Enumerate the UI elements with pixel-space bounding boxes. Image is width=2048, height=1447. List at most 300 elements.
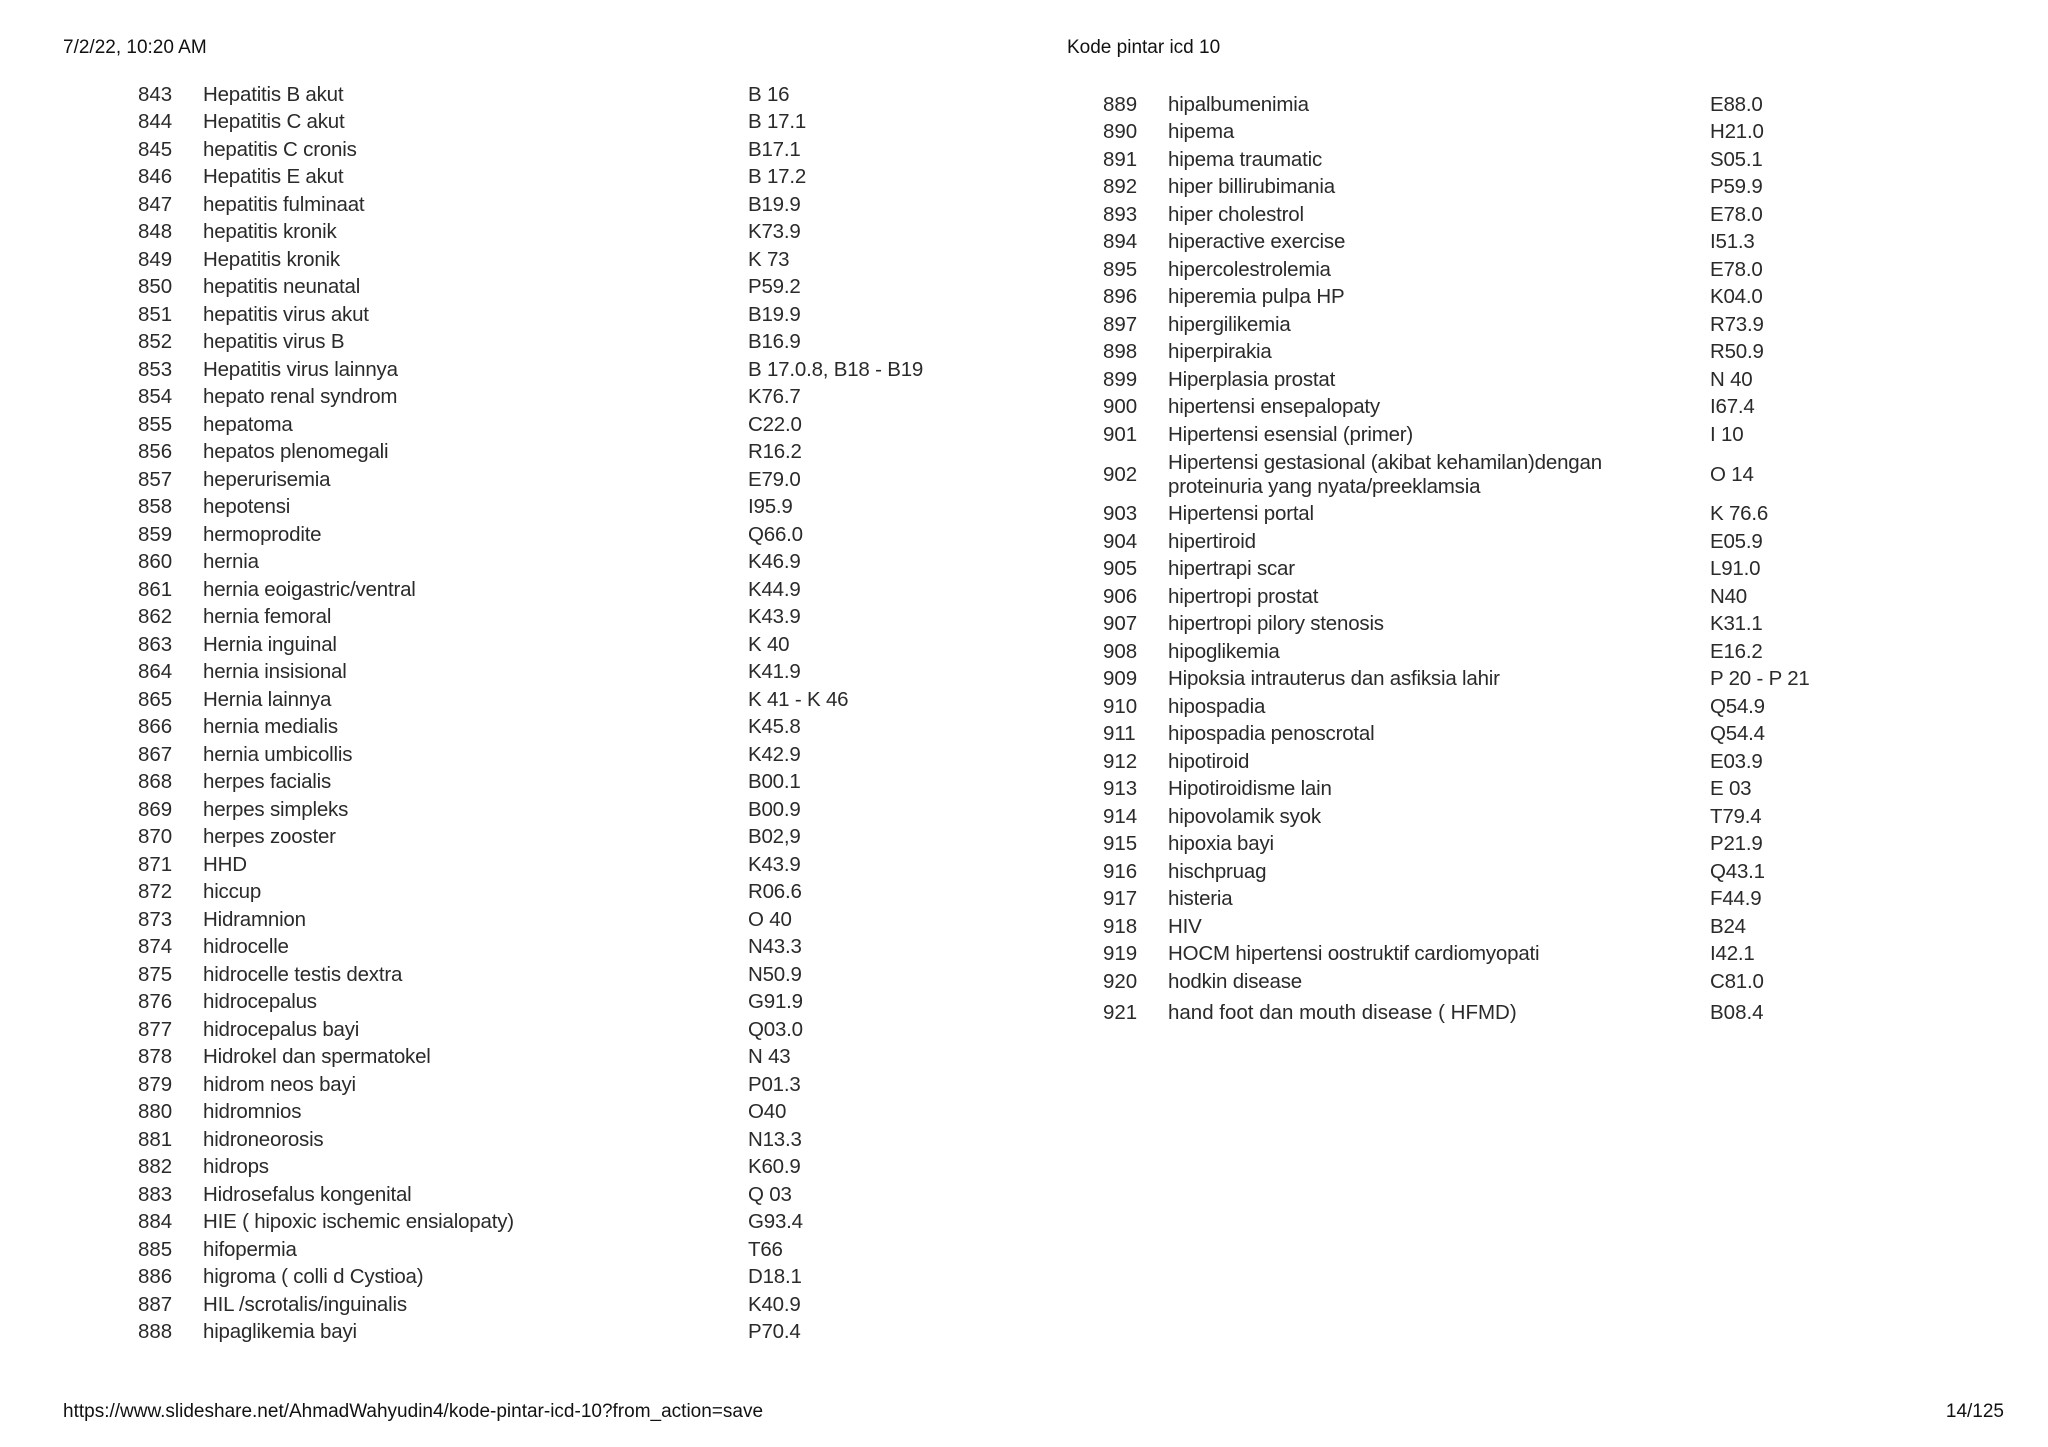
row-number: 865	[138, 687, 173, 711]
table-row	[138, 1236, 923, 1264]
icd-code: K04.0	[1710, 285, 1763, 309]
diagnosis-name: hipema	[1168, 120, 1235, 144]
diagnosis-name: Hepatitis virus lainnya	[203, 357, 398, 381]
icd-code: E05.9	[1710, 529, 1763, 553]
icd-code: K43.9	[748, 852, 801, 876]
cut-off-table-row	[1103, 1001, 1803, 1024]
row-number: 857	[138, 467, 173, 491]
icd-code: K 73	[748, 247, 790, 271]
row-number: 860	[138, 550, 173, 574]
icd-code: N 43	[748, 1045, 791, 1069]
icd-code: I42.1	[1710, 942, 1755, 966]
diagnosis-name: hernia insisional	[203, 660, 347, 684]
icd-code: P01.3	[748, 1072, 801, 1096]
table-row	[1103, 776, 1810, 804]
diagnosis-name: hipaglikemia bayi	[203, 1320, 357, 1344]
row-number: 897	[1103, 312, 1138, 336]
table-row	[1103, 886, 1810, 914]
diagnosis-name: hipertrapi scar	[1168, 557, 1295, 581]
diagnosis-name: hernia	[203, 550, 259, 574]
table-row	[1103, 394, 1810, 422]
diagnosis-name: hidroneorosis	[203, 1127, 324, 1151]
table-row	[138, 1126, 923, 1154]
row-number: 848	[138, 220, 173, 244]
table-row	[138, 906, 923, 934]
table-row	[138, 81, 923, 109]
table-row	[1103, 91, 1810, 119]
diagnosis-name: hidrops	[203, 1155, 269, 1179]
table-row	[138, 246, 923, 274]
diagnosis-name: hepatitis fulminaat	[203, 192, 365, 216]
row-number: 878	[138, 1045, 173, 1069]
row-number: 899	[1103, 367, 1138, 391]
diagnosis-name: HIE ( hipoxic ischemic ensialopaty)	[203, 1210, 514, 1234]
table-row	[138, 356, 923, 384]
table-row	[138, 1016, 923, 1044]
row-number: 859	[138, 522, 173, 546]
table-row	[138, 714, 923, 742]
row-number: 901	[1103, 422, 1138, 446]
table-row	[1103, 146, 1810, 174]
row-number: 914	[1103, 804, 1138, 828]
icd-code: B 17.1	[748, 110, 807, 134]
icd-code: P59.2	[748, 275, 801, 299]
table-row	[138, 136, 923, 164]
row-number: 921	[1103, 1001, 1138, 1024]
table-row	[138, 631, 923, 659]
row-number: 870	[138, 825, 173, 849]
table-row	[138, 329, 923, 357]
table-row	[1103, 421, 1810, 449]
icd-code: K31.1	[1710, 612, 1763, 636]
diagnosis-name: hiperemia pulpa HP	[1168, 285, 1345, 309]
row-number: 908	[1103, 639, 1138, 663]
table-row	[1103, 941, 1810, 969]
row-number: 846	[138, 165, 173, 189]
diagnosis-name: hiper billirubimania	[1168, 175, 1335, 199]
diagnosis-name: hepatitis neunatal	[203, 275, 361, 299]
row-number: 898	[1103, 340, 1138, 364]
row-number: 850	[138, 275, 173, 299]
diagnosis-name: hipoxia bayi	[1168, 832, 1274, 856]
diagnosis-name: Hernia lainnya	[203, 687, 332, 711]
table-row	[138, 384, 923, 412]
table-row	[138, 1071, 923, 1099]
table-row	[138, 686, 923, 714]
row-number: 849	[138, 247, 173, 271]
row-number: 864	[138, 660, 173, 684]
table-row	[1103, 284, 1810, 312]
row-number: 874	[138, 935, 173, 959]
icd-code: B 17.2	[748, 165, 807, 189]
row-number: 861	[138, 577, 173, 601]
row-number: 854	[138, 385, 173, 409]
icd-code: S05.1	[1710, 147, 1763, 171]
diagnosis-name: heperurisemia	[203, 467, 331, 491]
diagnosis-name: Hepatitis B akut	[203, 82, 344, 106]
icd-code: E78.0	[1710, 202, 1763, 226]
icd-code: K60.9	[748, 1155, 801, 1179]
diagnosis-name: hepatitis kronik	[203, 220, 337, 244]
icd-code: Q54.9	[1710, 694, 1765, 718]
page-number: 14/125	[1945, 1401, 2004, 1422]
diagnosis-name: herpes facialis	[203, 770, 332, 794]
table-row	[138, 1181, 923, 1209]
diagnosis-name: histeria	[1168, 887, 1233, 911]
table-row	[1103, 721, 1810, 749]
icd-code: O40	[748, 1100, 787, 1124]
table-row	[138, 109, 923, 137]
table-row	[138, 796, 923, 824]
diagnosis-name: Hiperplasia prostat	[1168, 367, 1336, 391]
table-row	[1103, 556, 1810, 584]
icd-code: R50.9	[1710, 340, 1764, 364]
diagnosis-name: hifopermia	[203, 1237, 297, 1261]
print-datetime: 7/2/22, 10:20 AM	[63, 37, 207, 58]
icd-code: K43.9	[748, 605, 801, 629]
icd-code: K40.9	[748, 1292, 801, 1316]
icd-code: K73.9	[748, 220, 801, 244]
diagnosis-name: HHD	[203, 852, 247, 876]
icd-code: I51.3	[1710, 230, 1755, 254]
diagnosis-name: hipovolamik syok	[1168, 804, 1321, 828]
table-row	[1103, 583, 1810, 611]
diagnosis-name: hidrocelle testis dextra	[203, 962, 403, 986]
icd-code: Q03.0	[748, 1017, 803, 1041]
row-number: 869	[138, 797, 173, 821]
table-row	[1103, 119, 1810, 147]
diagnosis-name: hipertropi prostat	[1168, 584, 1319, 608]
icd-code: B24	[1710, 914, 1746, 938]
row-number: 910	[1103, 694, 1138, 718]
diagnosis-name: hipema traumatic	[1168, 147, 1323, 171]
row-number: 916	[1103, 859, 1138, 883]
row-number: 919	[1103, 942, 1138, 966]
table-row	[1103, 748, 1810, 776]
row-number: 856	[138, 440, 173, 464]
icd-code: B19.9	[748, 192, 801, 216]
diagnosis-name: Hidrosefalus kongenital	[203, 1182, 412, 1206]
row-number: 880	[138, 1100, 173, 1124]
icd-code: P21.9	[1710, 832, 1763, 856]
table-row	[138, 1291, 923, 1319]
row-number: 918	[1103, 914, 1138, 938]
row-number: 900	[1103, 395, 1138, 419]
icd-code: G91.9	[748, 990, 803, 1014]
row-number: 852	[138, 330, 173, 354]
diagnosis-name: hidrocepalus bayi	[203, 1017, 360, 1041]
icd-code: I 10	[1710, 422, 1744, 446]
diagnosis-name: Hepatitis kronik	[203, 247, 340, 271]
diagnosis-name: hidromnios	[203, 1100, 302, 1124]
row-number: 903	[1103, 502, 1138, 526]
row-number: 894	[1103, 230, 1138, 254]
table-row	[1103, 449, 1810, 501]
icd-code: N13.3	[748, 1127, 802, 1151]
diagnosis-name: Hipertensi portal	[1168, 502, 1314, 526]
diagnosis-name: hepatos plenomegali	[203, 440, 389, 464]
table-row	[138, 1099, 923, 1127]
icd-code: Q43.1	[1710, 859, 1765, 883]
icd-code: E79.0	[748, 467, 801, 491]
diagnosis-name: hipergilikemia	[1168, 312, 1291, 336]
table-row	[1103, 256, 1810, 284]
diagnosis-name: Hepatitis C akut	[203, 110, 345, 134]
icd-code: L91.0	[1710, 557, 1761, 581]
row-number: 888	[138, 1320, 173, 1344]
icd-code: B08.4	[1710, 1001, 1764, 1024]
diagnosis-name	[1168, 449, 1710, 501]
icd-code: N43.3	[748, 935, 802, 959]
table-row	[1103, 528, 1810, 556]
table-row	[138, 521, 923, 549]
diagnosis-name: hischpruag	[1168, 859, 1267, 883]
table-row	[1103, 229, 1810, 257]
table-row	[1103, 803, 1810, 831]
diagnosis-name: hipertropi pilory stenosis	[1168, 612, 1384, 636]
icd-code: K 40	[748, 632, 790, 656]
row-number: 845	[138, 137, 173, 161]
diagnosis-name: HIV	[1168, 914, 1202, 938]
table-row	[138, 741, 923, 769]
icd-code: K46.9	[748, 550, 801, 574]
row-number: 863	[138, 632, 173, 656]
icd-code: P59.9	[1710, 175, 1763, 199]
icd-code: Q 03	[748, 1182, 792, 1206]
row-number: 885	[138, 1237, 173, 1261]
diagnosis-name: hipercolestrolemia	[1168, 257, 1331, 281]
diagnosis-name: herpes simpleks	[203, 797, 349, 821]
icd-code: T66	[748, 1237, 783, 1261]
table-row	[1103, 339, 1810, 367]
diagnosis-name: hepotensi	[203, 495, 291, 519]
icd-code: P70.4	[748, 1320, 801, 1344]
table-row	[138, 659, 923, 687]
diagnosis-name: herpes zooster	[203, 825, 336, 849]
diagnosis-name: Hipotiroidisme lain	[1168, 777, 1332, 801]
diagnosis-name: hipertiroid	[1168, 529, 1256, 553]
diagnosis-name: hodkin disease	[1168, 969, 1302, 993]
diagnosis-name: hernia femoral	[203, 605, 332, 629]
diagnosis-name: hernia medialis	[203, 715, 338, 739]
diagnosis-name: Hipoksia intrauterus dan asfiksia lahir	[1168, 667, 1500, 691]
table-row	[138, 769, 923, 797]
row-number: 844	[138, 110, 173, 134]
row-number: 851	[138, 302, 173, 326]
row-number: 893	[1103, 202, 1138, 226]
icd-code: N40	[1710, 584, 1748, 608]
icd-code-table-right	[1103, 91, 1810, 996]
row-number: 891	[1103, 147, 1138, 171]
icd-code: E 03	[1710, 777, 1752, 801]
table-row	[1103, 968, 1810, 996]
icd-code: R06.6	[748, 880, 802, 904]
diagnosis-name: hermoprodite	[203, 522, 322, 546]
table-row	[1103, 201, 1810, 229]
row-number: 879	[138, 1072, 173, 1096]
icd-code: O 40	[748, 907, 792, 931]
icd-code: N 40	[1710, 367, 1753, 391]
diagnosis-name: hipoglikemia	[1168, 639, 1280, 663]
row-number: 906	[1103, 584, 1138, 608]
table-row	[138, 549, 923, 577]
diagnosis-name: hipotiroid	[1168, 749, 1250, 773]
diagnosis-name: hiper cholestrol	[1168, 202, 1304, 226]
table-row	[138, 961, 923, 989]
icd-code: K 76.6	[1710, 502, 1769, 526]
diagnosis-name: hernia umbicollis	[203, 742, 353, 766]
table-row	[1103, 693, 1810, 721]
icd-code: K44.9	[748, 577, 801, 601]
row-number: 862	[138, 605, 173, 629]
row-number: 895	[1103, 257, 1138, 281]
row-number: 887	[138, 1292, 173, 1316]
table-row	[1103, 611, 1810, 639]
diagnosis-name: hiperactive exercise	[1168, 230, 1346, 254]
table-row	[1103, 858, 1810, 886]
diagnosis-name: hand foot dan mouth disease ( HFMD)	[1168, 1001, 1517, 1024]
table-row	[1103, 174, 1810, 202]
diagnosis-name: hernia eoigastric/ventral	[203, 577, 416, 601]
table-row	[1103, 666, 1810, 694]
row-number: 881	[138, 1127, 173, 1151]
table-row	[138, 604, 923, 632]
row-number: 868	[138, 770, 173, 794]
icd-code: B 17.0.8, B18 - B19	[748, 357, 924, 381]
icd-code: Q54.4	[1710, 722, 1765, 746]
icd-code: B17.1	[748, 137, 801, 161]
row-number: 889	[1103, 92, 1138, 116]
row-number: 882	[138, 1155, 173, 1179]
row-number: 867	[138, 742, 173, 766]
table-row	[138, 989, 923, 1017]
row-number: 886	[138, 1265, 173, 1289]
icd-code: B19.9	[748, 302, 801, 326]
row-number: 855	[138, 412, 173, 436]
row-number: 883	[138, 1182, 173, 1206]
table-row	[1103, 831, 1810, 859]
table-row	[138, 851, 923, 879]
icd-code: G93.4	[748, 1210, 803, 1234]
table-row	[1103, 913, 1810, 941]
diagnosis-name: hipalbumenimia	[1168, 92, 1309, 116]
row-number: 907	[1103, 612, 1138, 636]
diagnosis-name: Hepatitis E akut	[203, 165, 344, 189]
table-row	[138, 824, 923, 852]
row-number: 905	[1103, 557, 1138, 581]
table-row	[138, 411, 923, 439]
diagnosis-name: Hidrokel dan spermatokel	[203, 1045, 431, 1069]
icd-code: N50.9	[748, 962, 802, 986]
diagnosis-name: hepato renal syndrom	[203, 385, 398, 409]
icd-code-table-left	[138, 81, 923, 1346]
icd-code: I67.4	[1710, 395, 1755, 419]
row-number: 915	[1103, 832, 1138, 856]
table-row	[138, 301, 923, 329]
icd-code: T79.4	[1710, 804, 1762, 828]
table-row	[138, 1209, 923, 1237]
table-row	[138, 274, 923, 302]
row-number: 871	[138, 852, 173, 876]
row-number: 913	[1103, 777, 1138, 801]
row-number: 896	[1103, 285, 1138, 309]
icd-code: E88.0	[1710, 92, 1763, 116]
table-row	[138, 494, 923, 522]
icd-code: K 41 - K 46	[748, 687, 849, 711]
table-row	[1103, 638, 1810, 666]
row-number: 858	[138, 495, 173, 519]
icd-code: P 20 - P 21	[1710, 667, 1810, 691]
table-row	[138, 576, 923, 604]
diagnosis-name: hiccup	[203, 880, 262, 904]
icd-code: F44.9	[1710, 887, 1762, 911]
row-number: 909	[1103, 667, 1138, 691]
row-number: 866	[138, 715, 173, 739]
row-number: 853	[138, 357, 173, 381]
diagnosis-name: hiperpirakia	[1168, 340, 1272, 364]
icd-code: K45.8	[748, 715, 801, 739]
diagnosis-name: hipospadia	[1168, 694, 1266, 718]
icd-code: K42.9	[748, 742, 801, 766]
row-number: 911	[1103, 722, 1136, 746]
diagnosis-name: higroma ( colli d Cystioa)	[203, 1265, 424, 1289]
table-row	[138, 219, 923, 247]
row-number: 892	[1103, 175, 1138, 199]
icd-code: E03.9	[1710, 749, 1763, 773]
diagnosis-name: hipospadia penoscrotal	[1168, 722, 1375, 746]
table-row	[138, 439, 923, 467]
row-number: 904	[1103, 529, 1138, 553]
icd-code: C81.0	[1710, 969, 1764, 993]
diagnosis-name-text: Hipertensi gestasional (akibat kehamilan)dengan proteinuria yang nyata/preeklamsia	[1168, 450, 1602, 498]
icd-code: E16.2	[1710, 639, 1763, 663]
table-row	[138, 1319, 923, 1347]
table-row	[138, 164, 923, 192]
row-number: 875	[138, 962, 173, 986]
row-number: 920	[1103, 969, 1138, 993]
diagnosis-name: hidrom neos bayi	[203, 1072, 356, 1096]
diagnosis-name: hepatitis virus B	[203, 330, 345, 354]
row-number: 873	[138, 907, 173, 931]
table-row	[1103, 501, 1810, 529]
row-number: 843	[138, 82, 173, 106]
diagnosis-name: Hipertensi esensial (primer)	[1168, 422, 1414, 446]
table-row	[1103, 366, 1810, 394]
row-number: 877	[138, 1017, 173, 1041]
row-number: 884	[138, 1210, 173, 1234]
diagnosis-name: HOCM hipertensi oostruktif cardiomyopati	[1168, 942, 1540, 966]
icd-code: B00.1	[748, 770, 801, 794]
icd-code: B16.9	[748, 330, 801, 354]
table-row	[138, 1264, 923, 1292]
table-row	[138, 1154, 923, 1182]
icd-code: D18.1	[748, 1265, 802, 1289]
icd-code: C22.0	[748, 412, 802, 436]
table-row	[138, 1044, 923, 1072]
diagnosis-name: hidrocepalus	[203, 990, 317, 1014]
diagnosis-name: hepatoma	[203, 412, 293, 436]
row-number: 902	[1103, 462, 1138, 486]
icd-code: H21.0	[1710, 120, 1764, 144]
icd-code: O 14	[1710, 462, 1754, 486]
diagnosis-name: Hidramnion	[203, 907, 306, 931]
row-number: 847	[138, 192, 173, 216]
table-row	[138, 191, 923, 219]
diagnosis-name: HIL /scrotalis/inguinalis	[203, 1292, 407, 1316]
row-number: 872	[138, 880, 173, 904]
document-title: Kode pintar icd 10	[1067, 37, 1221, 58]
row-number: 912	[1103, 749, 1138, 773]
